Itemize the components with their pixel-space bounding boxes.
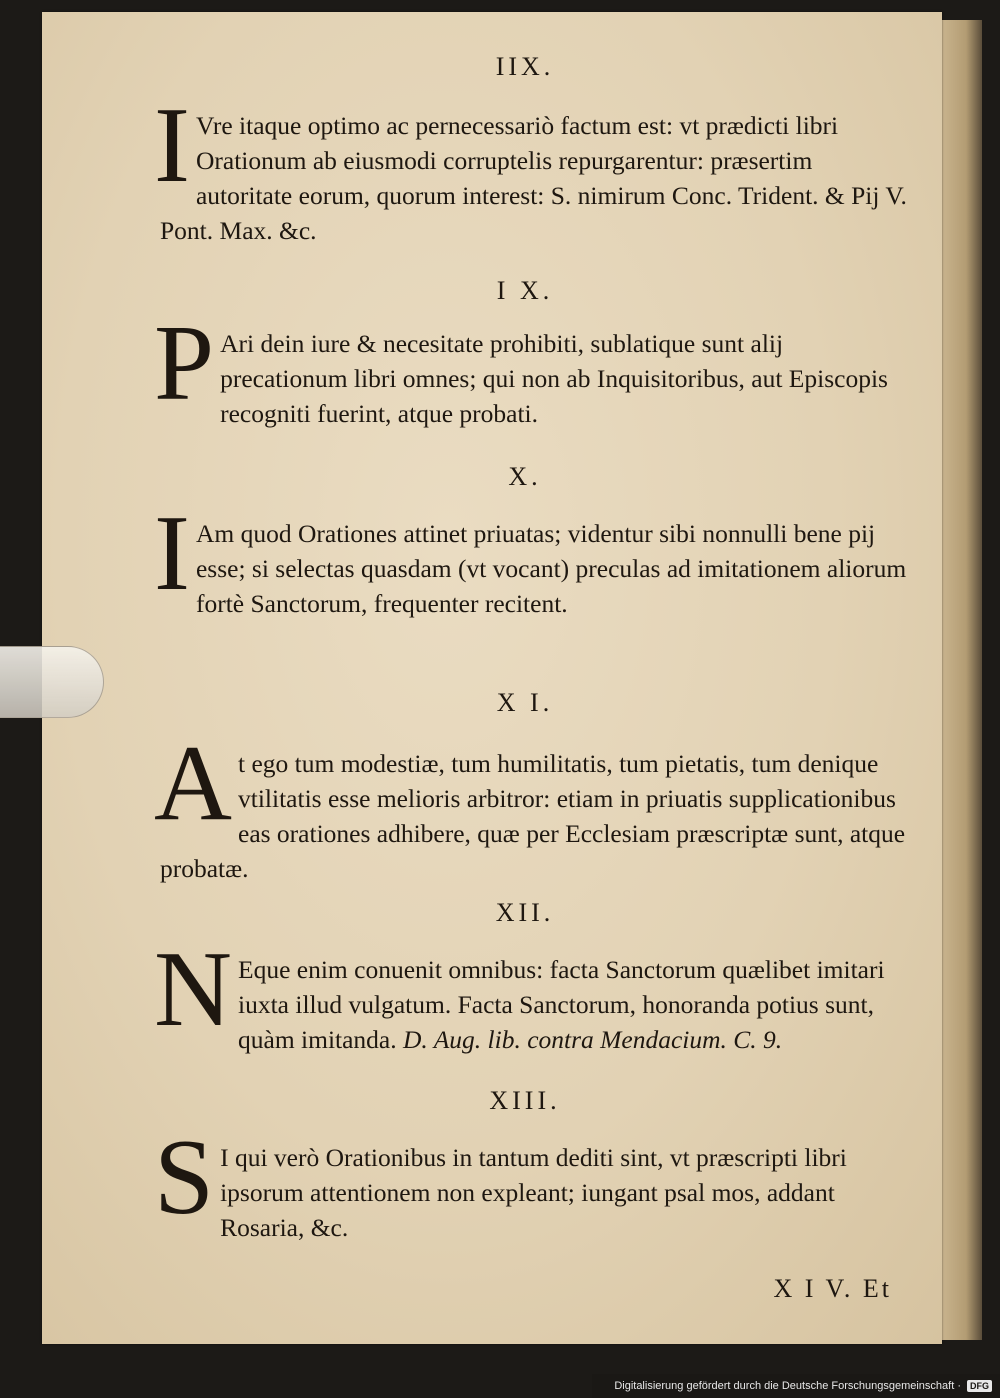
section-viii <box>154 86 910 248</box>
section-xi <box>154 724 910 886</box>
footer-text: Digitalisierung gefördert durch die Deutsche Forschungsgemeinschaft · <box>614 1380 961 1392</box>
section-x <box>154 494 910 621</box>
initial-letter: N <box>154 930 232 1049</box>
heading-xi: X I. <box>496 688 554 717</box>
section-text: Ari dein iure & necesitate prohibiti, sublatique sunt alij precationum libri omnes; qui non ab Inquisitoribus, aut Episcopis recogniti fuerint, atque probati. <box>220 329 888 428</box>
section-text: Vre itaque optimo ac pernecessariò factum est: vt prædicti libri Orationum ab eiusmodi corruptelis repurgarentur: præsertim autoritate eorum, quorum interest: S. nimirum Conc. Trident. & Pij V. Pont. Max. &c. <box>160 111 907 245</box>
heading-viii: IIX. <box>495 52 555 81</box>
section-ix <box>154 304 910 431</box>
section-text: t ego tum modestiæ, tum humilitatis, tum pietatis, tum denique vtilitatis esse melioris arbitror: etiam in priuatis supplicationibus eas orationes adhibere, quæ per Ecclesiam præscriptæ sunt, atque probatæ. <box>160 749 906 883</box>
section-text <box>238 955 885 1054</box>
section-text: Am quod Orationes attinet priuatas; videntur sibi nonnulli bene pij esse; si selectas quasdam (vt vocant) preculas ad imitationem aliorum fortè Sanctorum, frequenter recitent. <box>195 519 907 618</box>
initial-letter: P <box>154 304 215 423</box>
initial-letter: A <box>154 724 232 843</box>
initial-letter: I <box>154 494 190 613</box>
dfg-logo-icon: DFG <box>967 1380 992 1392</box>
heading-xiii: XIII. <box>489 1086 561 1115</box>
heading-ix: I X. <box>496 276 554 305</box>
initial-letter: S <box>154 1118 215 1237</box>
catchword: X I V. Et <box>773 1274 892 1303</box>
heading-x: X. <box>508 462 542 491</box>
funding-footer <box>592 1374 1000 1398</box>
initial-letter: I <box>154 86 190 205</box>
section-xiii <box>154 1118 910 1245</box>
section-text: I qui verò Orationibus in tantum dediti sint, vt præscripti libri ipsorum attentionem non expleant; iungant psal mos, addant Rosaria, &c. <box>220 1143 847 1242</box>
section-body: Eque enim conuenit omnibus: facta Sanctorum quælibet imitari iuxta illud vulgatum. Facta Sanctorum, honoranda potius sunt, quàm imitanda. <box>238 955 885 1054</box>
citation: D. Aug. lib. contra Mendacium. C. 9. <box>403 1025 783 1054</box>
section-xii <box>154 930 910 1057</box>
heading-xii: XII. <box>495 898 555 927</box>
